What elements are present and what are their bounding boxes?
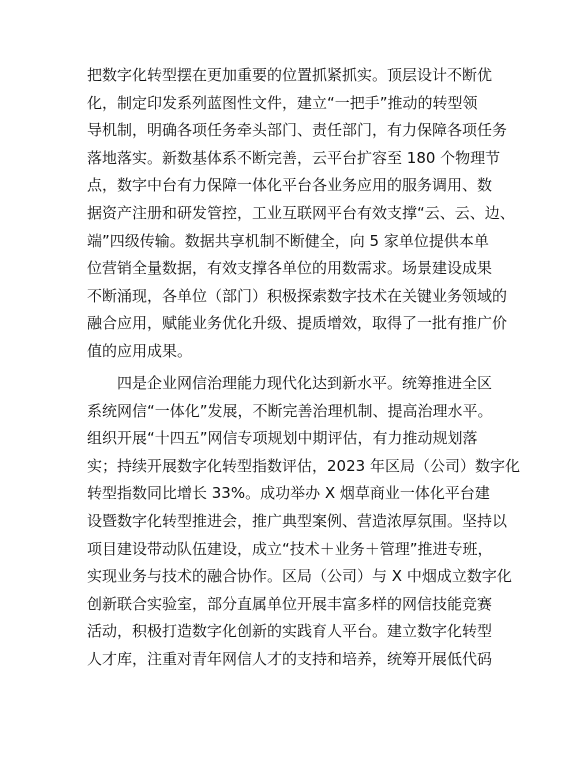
paragraph-1 <box>87 62 517 366</box>
text-line: 融合应用，赋能业务优化升级、提质增效，取得了一批有推广价 <box>87 314 508 333</box>
text-line: 创新联合实验室，部分直属单位开展丰富多样的网信技能竞赛 <box>87 594 493 613</box>
text-line: 化，制定印发系列蓝图性文件，建立“一把手”推动的转型领 <box>87 93 478 112</box>
text-line: 设暨数字化转型推进会，推广典型案例、营造浓厚氛围。坚持以 <box>87 511 508 530</box>
text-line: 值的应用成果。 <box>87 341 193 360</box>
text-line: 点，数字中台有力保障一体化平台各业务应用的服务调用、数 <box>87 176 493 195</box>
text-line: 系统网信“一体化”发展，不断完善治理机制、提高治理水平。 <box>87 401 493 420</box>
text-line: 组织开展“十四五”网信专项规划中期评估，有力推动规划落 <box>87 429 478 448</box>
text-line: 活动，积极打造数字化创新的实践育人平台。建立数字化转型 <box>87 622 493 641</box>
text-line: 把数字化转型摆在更加重要的位置抓紧抓实。顶层设计不断优 <box>87 66 493 84</box>
text-line: 端”四级传输。数据共享机制不断健全，向 5 家单位提供本单 <box>87 231 489 250</box>
text-line: 位营销全量数据，有效支撑各单位的用数需求。场景建设成果 <box>87 259 493 278</box>
text-line: 据资产注册和研发管控，工业互联网平台有效支撑“云、云、边、 <box>87 203 515 222</box>
text-line: 人才库，注重对青年网信人才的支持和培养，统筹开展低代码 <box>87 649 493 668</box>
text-line: 不断涌现，各单位（部门）积极探索数字技术在关键业务领域的 <box>87 286 508 305</box>
text-line: 项目建设带动队伍建设，成立“技术＋业务＋管理”推进专班， <box>87 539 493 558</box>
text-line: 实现业务与技术的融合协作。区局（公司）与 X 中烟成立数字化 <box>87 567 512 586</box>
text-line: 四是企业网信治理能力现代化达到新水平。统筹推进全区 <box>87 374 493 392</box>
text-line: 转型指数同比增长 33%。成功举办 X 烟草商业一体化平台建 <box>87 484 490 503</box>
text-line: 落地落实。新数基体系不断完善，云平台扩容至 180 个物理节 <box>87 148 501 167</box>
paragraph-2 <box>87 370 520 674</box>
text-line: 实；持续开展数字化转型指数评估，2023 年区局（公司）数字化 <box>87 456 520 475</box>
text-line: 导机制，明确各项任务牵头部门、责任部门，有力保障各项任务 <box>87 121 508 140</box>
